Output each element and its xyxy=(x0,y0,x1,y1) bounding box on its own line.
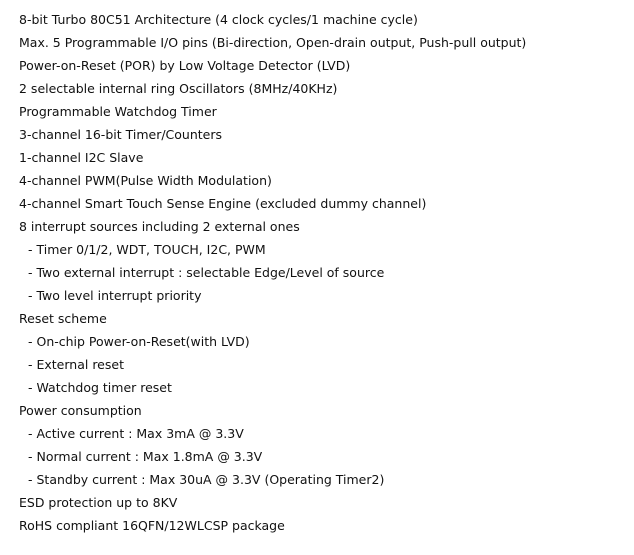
feature-item: 4-channel Smart Touch Sense Engine (excluded dummy channel) xyxy=(19,196,427,211)
feature-subitem: - Two external interrupt : selectable Edge/Level of source xyxy=(28,265,385,280)
feature-item: RoHS compliant 16QFN/12WLCSP package xyxy=(19,518,285,533)
feature-subitem: - Normal current : Max 1.8mA @ 3.3V xyxy=(28,449,263,464)
feature-item: Power consumption xyxy=(19,403,142,418)
feature-subitem: - Standby current : Max 30uA @ 3.3V (Operating Timer2) xyxy=(28,472,385,487)
feature-subitem: - Timer 0/1/2, WDT, TOUCH, I2C, PWM xyxy=(28,242,266,257)
feature-item: 8-bit Turbo 80C51 Architecture (4 clock cycles/1 machine cycle) xyxy=(19,12,418,27)
feature-subitem: - Active current : Max 3mA @ 3.3V xyxy=(28,426,244,441)
feature-item: Max. 5 Programmable I/O pins (Bi-direction, Open-drain output, Push-pull output) xyxy=(19,35,527,50)
feature-list xyxy=(19,8,629,537)
feature-item: Reset scheme xyxy=(19,311,107,326)
feature-subitem: - External reset xyxy=(28,357,124,372)
feature-subitem: - Two level interrupt priority xyxy=(28,288,202,303)
feature-item: ESD protection up to 8KV xyxy=(19,495,178,510)
feature-item: Programmable Watchdog Timer xyxy=(19,104,217,119)
feature-item: 4-channel PWM(Pulse Width Modulation) xyxy=(19,173,272,188)
feature-item: 8 interrupt sources including 2 external ones xyxy=(19,219,300,234)
feature-subitem: - On-chip Power-on-Reset(with LVD) xyxy=(28,334,250,349)
feature-item: 1-channel I2C Slave xyxy=(19,150,144,165)
feature-subitem: - Watchdog timer reset xyxy=(28,380,172,395)
feature-item: Power-on-Reset (POR) by Low Voltage Detector (LVD) xyxy=(19,58,351,73)
feature-item: 2 selectable internal ring Oscillators (8MHz/40KHz) xyxy=(19,81,338,96)
feature-item: 3-channel 16-bit Timer/Counters xyxy=(19,127,223,142)
